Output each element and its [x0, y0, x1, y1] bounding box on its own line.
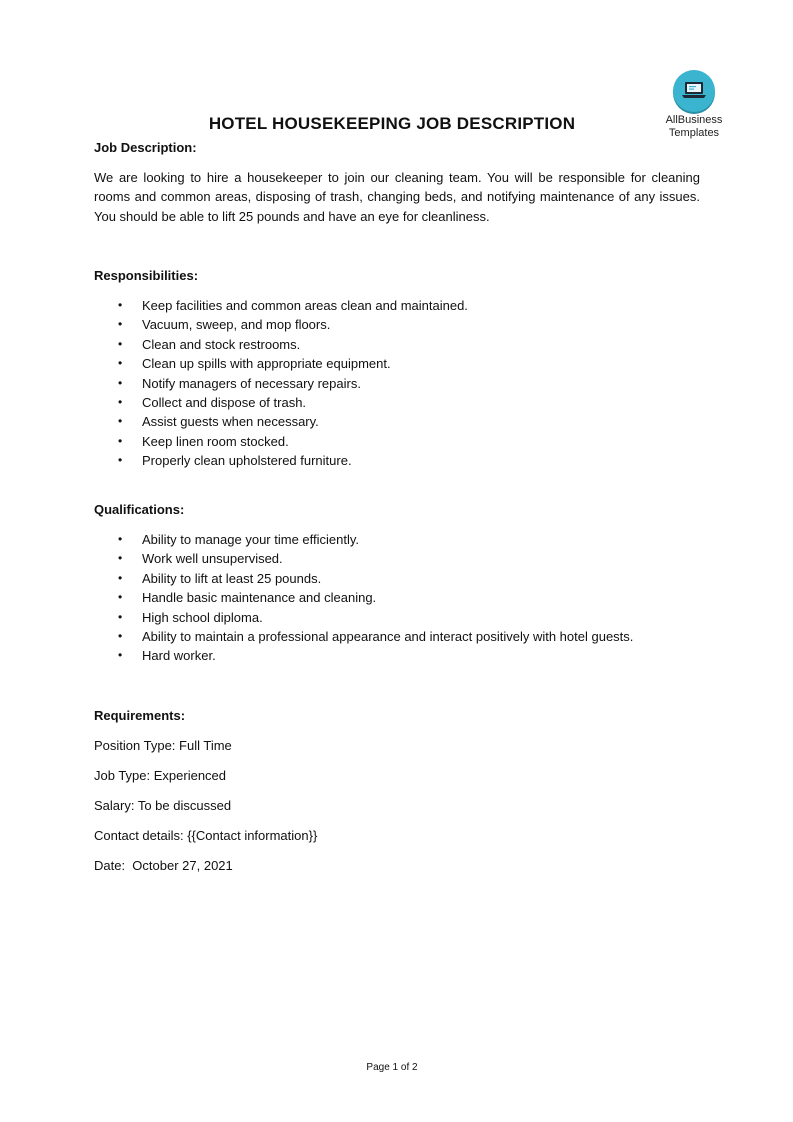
list-item: • Clean up spills with appropriate equipment.	[118, 354, 468, 373]
job-description-text: We are looking to hire a housekeeper to join our cleaning team. You will be responsible for cleaning rooms and common areas, disposing of trash, changing beds, and notifying maintenance of any issues. You should be able to lift 25 pounds and have an eye for cleanliness.	[94, 170, 700, 224]
bullet-icon: •	[118, 317, 123, 332]
job-type: Job Type: Experienced	[94, 768, 227, 783]
list-item: • Notify managers of necessary repairs.	[118, 374, 468, 393]
logo-line-1: AllBusiness	[665, 114, 723, 126]
list-item: • Work well unsupervised.	[118, 549, 633, 568]
responsibilities-list	[118, 296, 468, 471]
bullet-icon: •	[118, 648, 123, 663]
responsibilities-heading: Responsibilities:	[94, 268, 199, 283]
bullet-icon: •	[118, 609, 123, 624]
list-item: • Ability to maintain a professional appearance and interact positively with hotel guests.	[118, 627, 633, 646]
job-description-heading: Job Description:	[94, 140, 197, 155]
bullet-icon: •	[118, 590, 123, 605]
list-item: • Clean and stock restrooms.	[118, 335, 468, 354]
bullet-icon: •	[118, 394, 123, 409]
laptop-icon	[673, 70, 715, 112]
bullet-icon: •	[118, 356, 123, 371]
bullet-icon: •	[118, 453, 123, 468]
bullet-icon: •	[118, 628, 123, 643]
list-item: • Keep facilities and common areas clean and maintained.	[118, 296, 468, 315]
bullet-icon: •	[118, 433, 123, 448]
logo-line-2: Templates	[668, 127, 720, 139]
bullet-icon: •	[118, 570, 123, 585]
list-item: • Assist guests when necessary.	[118, 412, 468, 431]
list-item: • Handle basic maintenance and cleaning.	[118, 588, 633, 607]
date: Date: October 27, 2021	[94, 858, 233, 873]
requirements-heading: Requirements:	[94, 708, 186, 723]
contact-details: Contact details: {{Contact information}}	[94, 828, 318, 843]
list-item: • High school diploma.	[118, 608, 633, 627]
qualifications-heading: Qualifications:	[94, 502, 185, 517]
list-item: • Properly clean upholstered furniture.	[118, 451, 468, 470]
position-type: Position Type: Full Time	[94, 738, 232, 753]
list-item: • Collect and dispose of trash.	[118, 393, 468, 412]
salary: Salary: To be discussed	[94, 798, 232, 813]
bullet-icon: •	[118, 532, 123, 546]
list-item: • Ability to lift at least 25 pounds.	[118, 569, 633, 588]
bullet-icon: •	[118, 375, 123, 390]
list-item: • Keep linen room stocked.	[118, 432, 468, 451]
list-item: • Vacuum, sweep, and mop floors.	[118, 315, 468, 334]
bullet-icon: •	[118, 551, 123, 566]
bullet-icon: •	[118, 336, 123, 351]
qualifications-list	[118, 530, 633, 666]
list-item: • Ability to manage your time efficiently.	[118, 530, 633, 549]
bullet-icon: •	[118, 298, 123, 312]
document-title: HOTEL HOUSEKEEPING JOB DESCRIPTION	[208, 114, 576, 133]
list-item: • Hard worker.	[118, 646, 633, 665]
page-number: Page 1 of 2	[366, 1062, 418, 1073]
bullet-icon: •	[118, 414, 123, 429]
